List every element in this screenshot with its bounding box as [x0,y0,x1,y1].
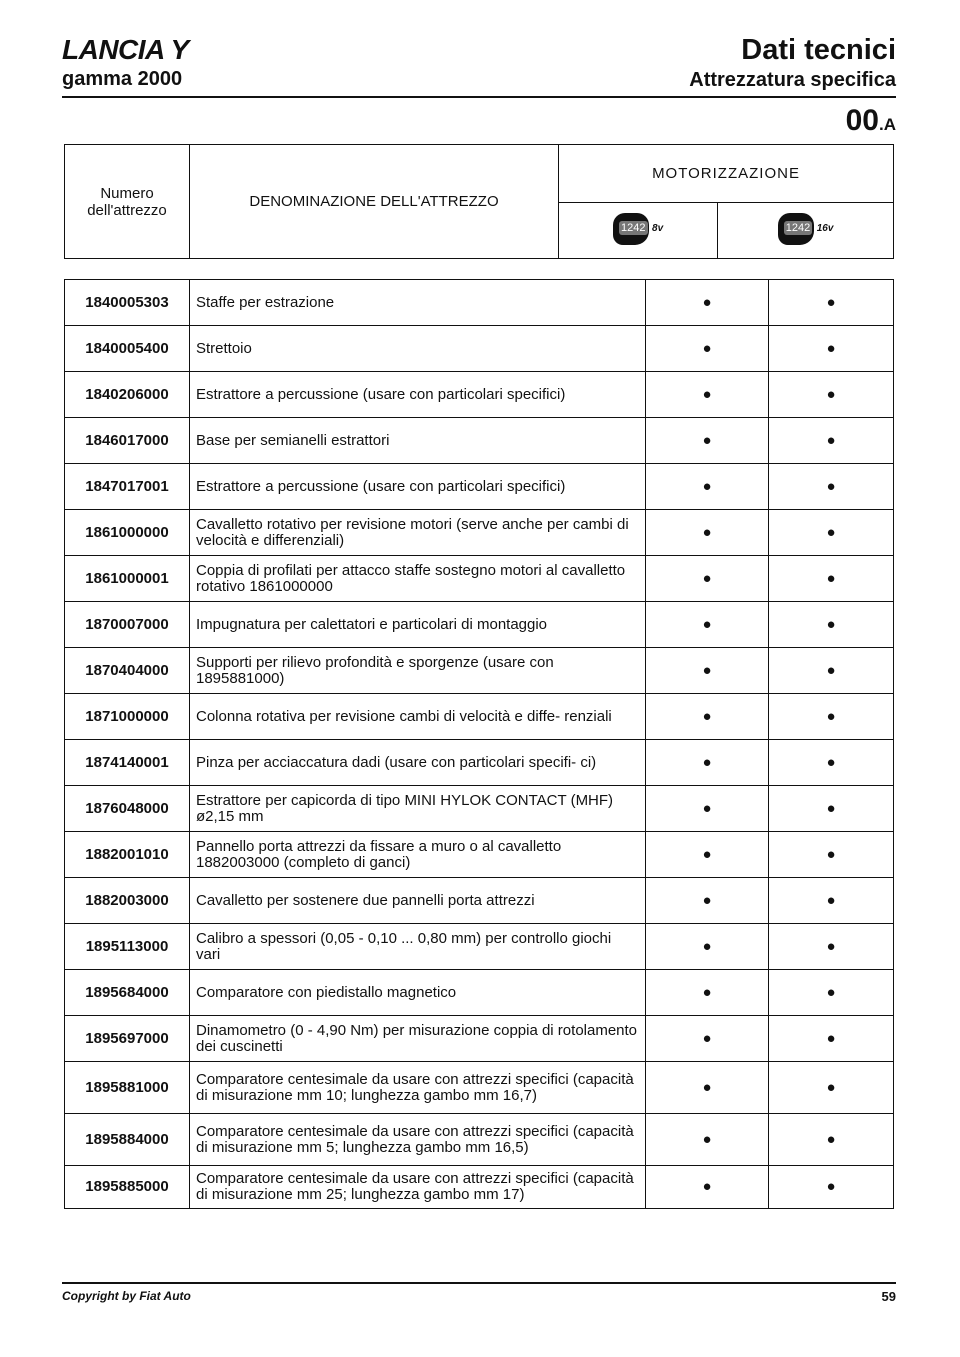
tool-number: 1874140001 [65,740,190,786]
tool-description: Comparatore centesimale da usare con attrezzi specifici (capacità di misurazione mm 5; lunghezza gambo mm 16,5) [190,1114,646,1166]
engine-8v-mark: ● [646,464,769,510]
tool-number: 1840005303 [65,280,190,326]
engine-icon: 1242 [613,213,649,245]
tool-number: 1895684000 [65,970,190,1016]
engine-8v-header: 1242 8v [559,203,718,259]
engine-8v-mark: ● [646,510,769,556]
engine-16v-mark: ● [769,372,894,418]
engine-8v-mark: ● [646,786,769,832]
engine-16v-mark: ● [769,602,894,648]
engine-8v-mark: ● [646,1114,769,1166]
engine-8v-mark: ● [646,1166,769,1209]
tool-number: 1871000000 [65,694,190,740]
engine-16v-mark: ● [769,1062,894,1114]
tool-description: Calibro a spessori (0,05 - 0,10 ... 0,80 mm) per controllo giochi vari [190,924,646,970]
table-row [65,464,894,510]
engine-16v-header: 1242 16v [718,203,894,259]
column-header-number: Numero dell'attrezzo [65,145,190,259]
table-row [65,372,894,418]
engine-16v-mark: ● [769,1016,894,1062]
engine-8v-mark: ● [646,970,769,1016]
engine-16v-mark: ● [769,280,894,326]
engine-16v-mark: ● [769,1166,894,1209]
engine-16v-mark: ● [769,924,894,970]
engine-8v-mark: ● [646,878,769,924]
tool-description: Comparatore centesimale da usare con attrezzi specifici (capacità di misurazione mm 25; lunghezza gambo mm 17) [190,1166,646,1209]
tool-description: Strettoio [190,326,646,372]
tool-description: Cavalletto rotativo per revisione motori (serve anche per cambi di velocità e differenziali) [190,510,646,556]
engine-16v-mark: ● [769,418,894,464]
engine-8v-mark: ● [646,694,769,740]
column-header-engine: MOTORIZZAZIONE [559,145,894,203]
table-row [65,1166,894,1209]
table-row [65,970,894,1016]
header-right [689,34,896,92]
engine-8v-mark: ● [646,556,769,602]
tool-number: 1895697000 [65,1016,190,1062]
tool-description: Pannello porta attrezzi da fissare a muro o al cavalletto 1882003000 (completo di ganci) [190,832,646,878]
tool-number: 1876048000 [65,786,190,832]
engine-icon: 1242 [778,213,814,245]
engine-16v-mark: ● [769,1114,894,1166]
tool-number: 1861000000 [65,510,190,556]
table-row [65,694,894,740]
tool-description: Estrattore a percussione (usare con particolari specifici) [190,464,646,510]
tool-number: 1882003000 [65,878,190,924]
table-row [65,1114,894,1166]
tool-number: 1895884000 [65,1114,190,1166]
engine-8v-mark: ● [646,372,769,418]
header-left [62,34,189,91]
tool-number: 1861000001 [65,556,190,602]
table-row [65,280,894,326]
engine-8v-mark: ● [646,280,769,326]
subsection-title: Attrezzatura specifica [689,69,896,91]
engine-8v-mark: ● [646,1062,769,1114]
tool-description: Estrattore per capicorda di tipo MINI HYLOK CONTACT (MHF) ø2,15 mm [190,786,646,832]
tool-number: 1882001010 [65,832,190,878]
section-code [846,104,896,138]
section-code-suffix: .A [879,115,896,134]
engine-16v-mark: ● [769,740,894,786]
engine-16v-mark: ● [769,556,894,602]
engine-16v-mark: ● [769,464,894,510]
table-row [65,1016,894,1062]
model-range: gamma 2000 [62,68,183,90]
engine-8v-mark: ● [646,326,769,372]
section-title: Dati tecnici [741,34,896,66]
table-header [64,144,894,259]
tool-number: 1895113000 [65,924,190,970]
tool-description: Staffe per estrazione [190,280,646,326]
tool-number: 1846017000 [65,418,190,464]
table-row [65,326,894,372]
tool-description: Dinamometro (0 - 4,90 Nm) per misurazione coppia di rotolamento dei cuscinetti [190,1016,646,1062]
tool-description: Base per semianelli estrattori [190,418,646,464]
table-row [65,510,894,556]
engine-8v-mark: ● [646,648,769,694]
tool-number: 1895885000 [65,1166,190,1209]
engine-16v-mark: ● [769,832,894,878]
copyright: Copyright by Fiat Auto [62,1289,191,1303]
engine-16v-mark: ● [769,970,894,1016]
tools-table [64,279,894,1209]
engine-8v-mark: ● [646,1016,769,1062]
engine-16v-mark: ● [769,878,894,924]
engine-8v-mark: ● [646,832,769,878]
brand-title: LANCIA Y [62,34,189,65]
table-row [65,602,894,648]
tool-description: Supporti per rilievo profondità e sporgenze (usare con 1895881000) [190,648,646,694]
page-number: 59 [881,1289,896,1304]
header-divider [62,96,896,98]
column-header-name: DENOMINAZIONE DELL'ATTREZZO [190,145,559,259]
engine-16v-mark: ● [769,510,894,556]
tool-description: Estrattore a percussione (usare con particolari specifici) [190,372,646,418]
table-row [65,878,894,924]
tool-description: Comparatore con piedistallo magnetico [190,970,646,1016]
engine-16v-mark: ● [769,648,894,694]
table-row [65,1062,894,1114]
table-row [65,648,894,694]
table-row [65,924,894,970]
section-code-main: 00 [845,104,879,137]
engine-16v-mark: ● [769,326,894,372]
tool-description: Cavalletto per sostenere due pannelli porta attrezzi [190,878,646,924]
engine-8v-mark: ● [646,602,769,648]
engine-16v-mark: ● [769,694,894,740]
tool-description: Colonna rotativa per revisione cambi di velocità e diffe- renziali [190,694,646,740]
table-row [65,786,894,832]
tool-number: 1840005400 [65,326,190,372]
engine-16v-mark: ● [769,786,894,832]
tool-number: 1847017001 [65,464,190,510]
engine-8v-mark: ● [646,740,769,786]
tool-number: 1870007000 [65,602,190,648]
tool-description: Comparatore centesimale da usare con attrezzi specifici (capacità di misurazione mm 10; lunghezza gambo mm 16,7) [190,1062,646,1114]
table-row [65,418,894,464]
tool-description: Impugnatura per calettatori e particolari di montaggio [190,602,646,648]
tool-number: 1870404000 [65,648,190,694]
tool-number: 1840206000 [65,372,190,418]
tool-description: Pinza per acciaccatura dadi (usare con particolari specifi- ci) [190,740,646,786]
tool-description: Coppia di profilati per attacco staffe sostegno motori al cavalletto rotativo 1861000000 [190,556,646,602]
table-row [65,740,894,786]
engine-8v-mark: ● [646,418,769,464]
table-row [65,556,894,602]
table-row [65,832,894,878]
footer-divider [62,1282,896,1284]
tool-number: 1895881000 [65,1062,190,1114]
engine-8v-mark: ● [646,924,769,970]
